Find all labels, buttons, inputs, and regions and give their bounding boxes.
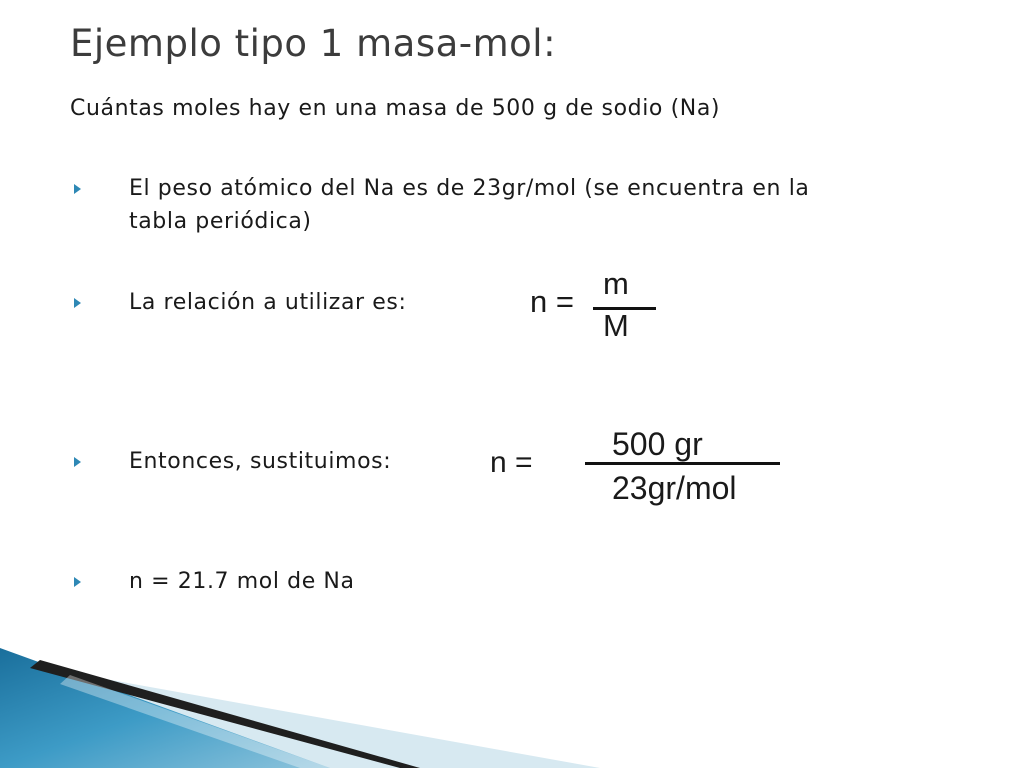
bullet-substitute: Entonces, sustituimos: [129, 449, 392, 474]
formula-substitution-lhs: n = [490, 446, 533, 479]
bullet-atomic-weight-line2: tabla periódica) [129, 209, 312, 234]
intro-question: Cuántas moles hay en una masa de 500 g de sodio (Na) [70, 96, 721, 121]
bullet-atomic-weight-line1: El peso atómico del Na es de 23gr/mol (se encuentra en la [129, 176, 810, 201]
bullet-result: n = 21.7 mol de Na [129, 569, 355, 594]
formula-relation-denominator: M [603, 308, 629, 343]
formula-substitution-numerator: 500 gr [612, 426, 703, 462]
formula-substitution-denominator: 23gr/mol [612, 470, 737, 506]
bullet-relation: La relación a utilizar es: [129, 290, 407, 315]
formula-relation-lhs: n = [530, 284, 574, 319]
formula-relation-numerator: m [603, 266, 629, 301]
slide-title: Ejemplo tipo 1 masa-mol: [70, 22, 557, 65]
